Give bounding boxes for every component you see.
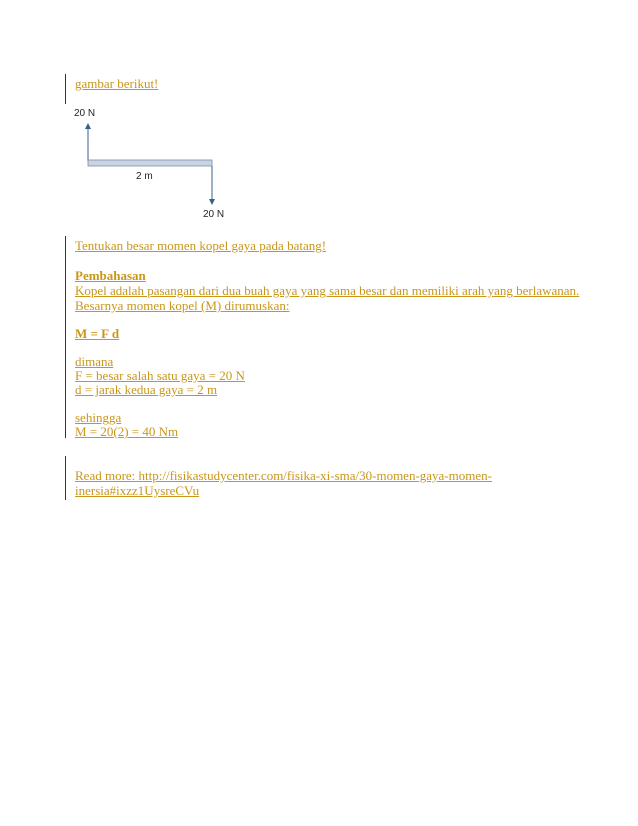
length-label: 2 m: [136, 171, 153, 182]
margin-bar: [65, 74, 66, 104]
sehingga-text[interactable]: sehingga: [75, 410, 122, 425]
beam: [88, 160, 212, 166]
pembahasan-heading[interactable]: Pembahasan: [75, 268, 146, 283]
explanation-line[interactable]: Kopel adalah pasangan dari dua buah gaya yang sama besar dan memiliki arah yang berlawanan.: [75, 283, 580, 298]
margin-bar: [65, 236, 66, 438]
definition-f[interactable]: F = besar salah satu gaya = 20 N: [75, 368, 245, 383]
question-text[interactable]: Tentukan besar momen kopel gaya pada batang!: [75, 238, 327, 253]
margin-bar: [65, 456, 66, 500]
couple-diagram: [70, 104, 240, 224]
intro-text[interactable]: gambar berikut!: [75, 76, 159, 91]
read-more-link[interactable]: Read more: http://fisikastudycenter.com/fisika-xi-sma/30-momen-gaya-momen-: [75, 468, 492, 483]
explanation-line[interactable]: Besarnya momen kopel (M) dirumuskan:: [75, 298, 290, 313]
formula[interactable]: M = F d: [75, 326, 120, 341]
force-bottom-label: 20 N: [203, 209, 225, 220]
read-more-link[interactable]: inersia#ixzz1UysreCVu: [75, 483, 200, 498]
dimana-text[interactable]: dimana: [75, 354, 114, 369]
definition-d[interactable]: d = jarak kedua gaya = 2 m: [75, 382, 218, 397]
force-top-label: 20 N: [74, 108, 96, 119]
result-text[interactable]: M = 20(2) = 40 Nm: [75, 424, 179, 439]
